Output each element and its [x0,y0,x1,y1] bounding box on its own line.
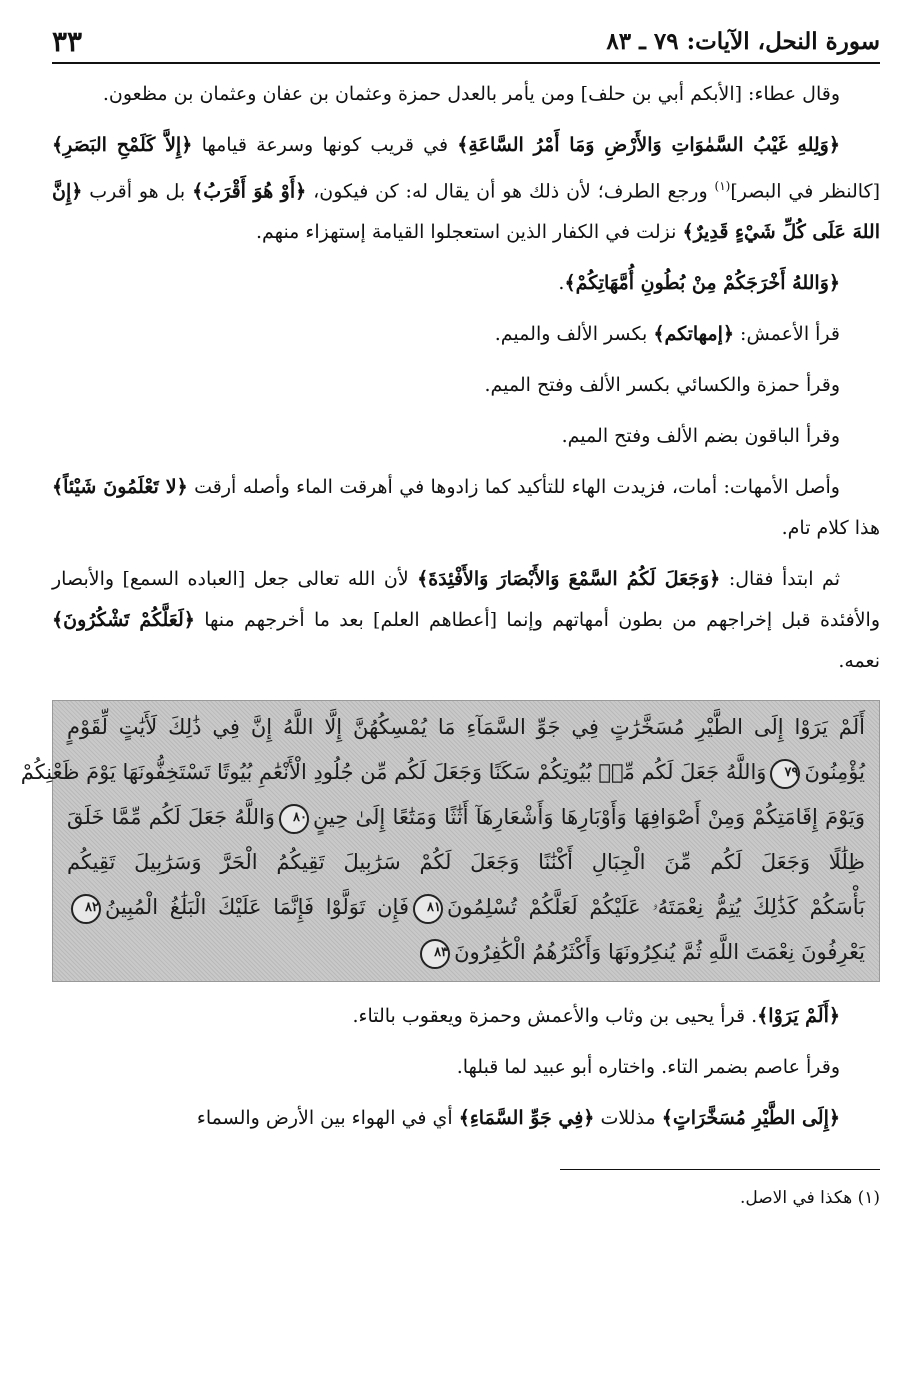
p8-text-3: نعمه. [838,650,880,673]
p2-text-4: بل هو أقرب [82,180,193,203]
footnote: (١) هكذا في الاصل. [739,1188,880,1209]
quran-quote: ﴿أَوْ هُوَ أَقْرَبُ﴾ [192,180,307,203]
ayah-number-marker: ٨٢ [71,894,101,924]
paragraph-8 [52,559,880,682]
paragraph-1 [52,74,880,115]
ayah-number-marker: ٨٠ [279,804,309,834]
quran-quote: ﴿إِنَّ اللهَ عَلَى كُلِّ شَيْءٍ قَدِيرٌ﴾ [52,180,880,244]
p7-text-1: وأصل الأمهات: أمات، فزيدت الهاء للتأكيد كما زادوها في أهرقت الماء وأصله أرقت [187,476,840,499]
footnote-divider [560,1169,880,1170]
page-number: ٣٣ [52,25,83,58]
p3-text: . [558,272,565,295]
p7-text-2: هذا كلام تام. [781,517,880,540]
p2-text-3: ورجع الطرف؛ لأن ذلك هو أن يقال له: كن فيكون، [306,180,715,203]
ayah-number-marker: ٧٩ [770,759,800,789]
quran-quote: ﴿إِلاَّ كَلَمْحِ البَصَرِ﴾ [52,134,193,156]
ayah-text: ظِلَٰلًا وَجَعَلَ لَكُم مِّنَ الْجِبَالِ أَكْنَٰنًا وَجَعَلَ لَكُمْ سَرَٰبِيلَ تَقِيكُمُ الْحَرَّ وَسَرَٰبِيلَ تَقِيكُم [67,850,865,875]
p11-text-1: مذللات [594,1107,662,1130]
ayah-line [67,795,865,840]
paragraph-11 [52,1098,880,1139]
p8-text-2: لأن الله تعالى جعل [العباده السمع] والأبصار والأفئدة قبل إخراجهم من بطون أمهاتهم وإنما [أعطاهم العلم] بعد ما أخرجهم منها [52,568,880,632]
ayah-text: يَعْرِفُونَ نِعْمَتَ اللَّهِ ثُمَّ يُنكِرُونَهَا وَأَكْثَرُهُمُ الْكَٰفِرُونَ [454,940,865,965]
ayah-text: وَاللَّهُ جَعَلَ لَكُم مِّنۢ بُيُوتِكُمْ سَكَنًا وَجَعَلَ لَكُم مِّن جُلُودِ الْأَنْعَٰمِ بُيُوتًا تَسْتَخِفُّونَهَا يَوْمَ ظَعْنِكُمْ [20,760,767,785]
paragraph-3 [52,263,880,304]
ayah-line [67,930,865,975]
header-title: سورة النحل، الآيات: ٧٩ ـ ٨٣ [606,28,880,55]
quran-quote: ﴿إِلَى الطَّيْرِ مُسَخَّرَاتٍ﴾ [661,1107,840,1130]
ayah-line [67,885,865,930]
ayah-text: أَلَمْ يَرَوْا إِلَى الطَّيْرِ مُسَخَّرَٰتٍ فِي جَوِّ السَّمَآءِ مَا يُمْسِكُهُنَّ إِلَّا اللَّهُ إِنَّ فِي ذَٰلِكَ لَأَيَٰتٍ لِّقَوْمٍ [67,715,865,740]
ayah-line [67,840,865,885]
p6-text: وقرأ الباقون بضم الألف وفتح الميم. [561,425,840,448]
p10-text: وقرأ عاصم بضمر التاء. واختاره أبو عبيد لما قبلها. [456,1056,840,1079]
paragraph-5 [52,365,880,406]
ayah-number-marker: ٨١ [413,894,443,924]
p1-text: وقال عطاء: [الأبكم أبي بن حلف] ومن يأمر بالعدل حمزة وعثمان بن عفان وعثمان بن مظعون. [102,83,840,105]
quran-quote: ﴿أَلَمْ يَرَوْا﴾ [757,1005,840,1028]
paragraph-9 [52,996,880,1037]
p2-text-2: [كالنظر في البصر] [730,180,881,203]
p4-text-1: قرأ الأعمش: [734,323,840,346]
ayah-text: بَأْسَكُمْ كَذَٰلِكَ يُتِمُّ نِعْمَتَهُۥ عَلَيْكُمْ لَعَلَّكُمْ تُسْلِمُونَ [447,895,865,920]
quran-quote: ﴿لَعَلَّكُمْ تَشْكُرُونَ﴾ [52,609,195,632]
ayah-text: فَإِن تَوَلَّوْا فَإِنَّمَا عَلَيْكَ الْبَلَٰغُ الْمُبِينُ [105,895,409,920]
quran-verses-box [20,700,880,982]
p9-text: . قرأ يحيى بن وثاب والأعمش وحمزة ويعقوب بالتاء. [352,1005,758,1028]
p2-text-1: في قريب كونها وسرعة قيامها [192,134,458,156]
p5-text: وقرأ حمزة والكسائي بكسر الألف وفتح الميم. [484,374,840,397]
running-header [52,18,880,64]
p11-text-2: أي في الهواء بين الأرض والسماء [196,1107,459,1130]
quran-quote: ﴿فِي جَوِّ السَّمَاءِ﴾ [458,1107,595,1130]
paragraph-2 [52,125,880,253]
quran-quote: ﴿وَجَعَلَ لَكُمُ السَّمْعَ وَالأَبْصَارَ وَالأَفْئِدَةَ﴾ [417,568,721,591]
quran-quote: ﴿وَلِلهِ غَيْبُ السَّمٰوَاتِ وَالأَرْضِ وَمَا أَمْرُ السَّاعَةِ﴾ [457,134,840,156]
ayah-text: وَاللَّهُ جَعَلَ لَكُم مِّمَّا خَلَقَ [67,805,275,830]
paragraph-6 [52,416,880,457]
ayah-line [20,750,865,795]
footnote-ref: (١) [714,179,731,193]
p2-text-5: نزلت في الكفار الذين استعجلوا القيامة إستهزاء منهم. [256,221,683,244]
p8-text-1: ثم ابتدأ فقال: [720,568,840,591]
p4-text-2: بكسر الألف والميم. [494,323,654,346]
page [20,18,881,1214]
quran-quote: ﴿إمهاتكم﴾ [653,323,735,346]
quran-quote: ﴿وَاللهُ أَخْرَجَكُمْ مِنْ بُطُونِ أُمَّهَاتِكُمْ﴾ [564,272,840,295]
ayah-text: يُؤْمِنُونَ [804,760,865,785]
ayah-number-marker: ٨٣ [420,939,450,969]
paragraph-10 [52,1047,880,1088]
paragraph-7 [52,467,880,549]
ayah-text: وَيَوْمَ إِقَامَتِكُمْ وَمِنْ أَصْوَافِهَا وَأَوْبَارِهَا وَأَشْعَارِهَآ أَثَٰثًا وَمَتَٰعًا إِلَىٰ حِينٍ [312,805,865,830]
paragraph-4 [52,314,880,355]
quran-quote: ﴿لا تَعْلَمُونَ شَيْئاً﴾ [52,476,188,499]
ayah-line [67,705,865,750]
